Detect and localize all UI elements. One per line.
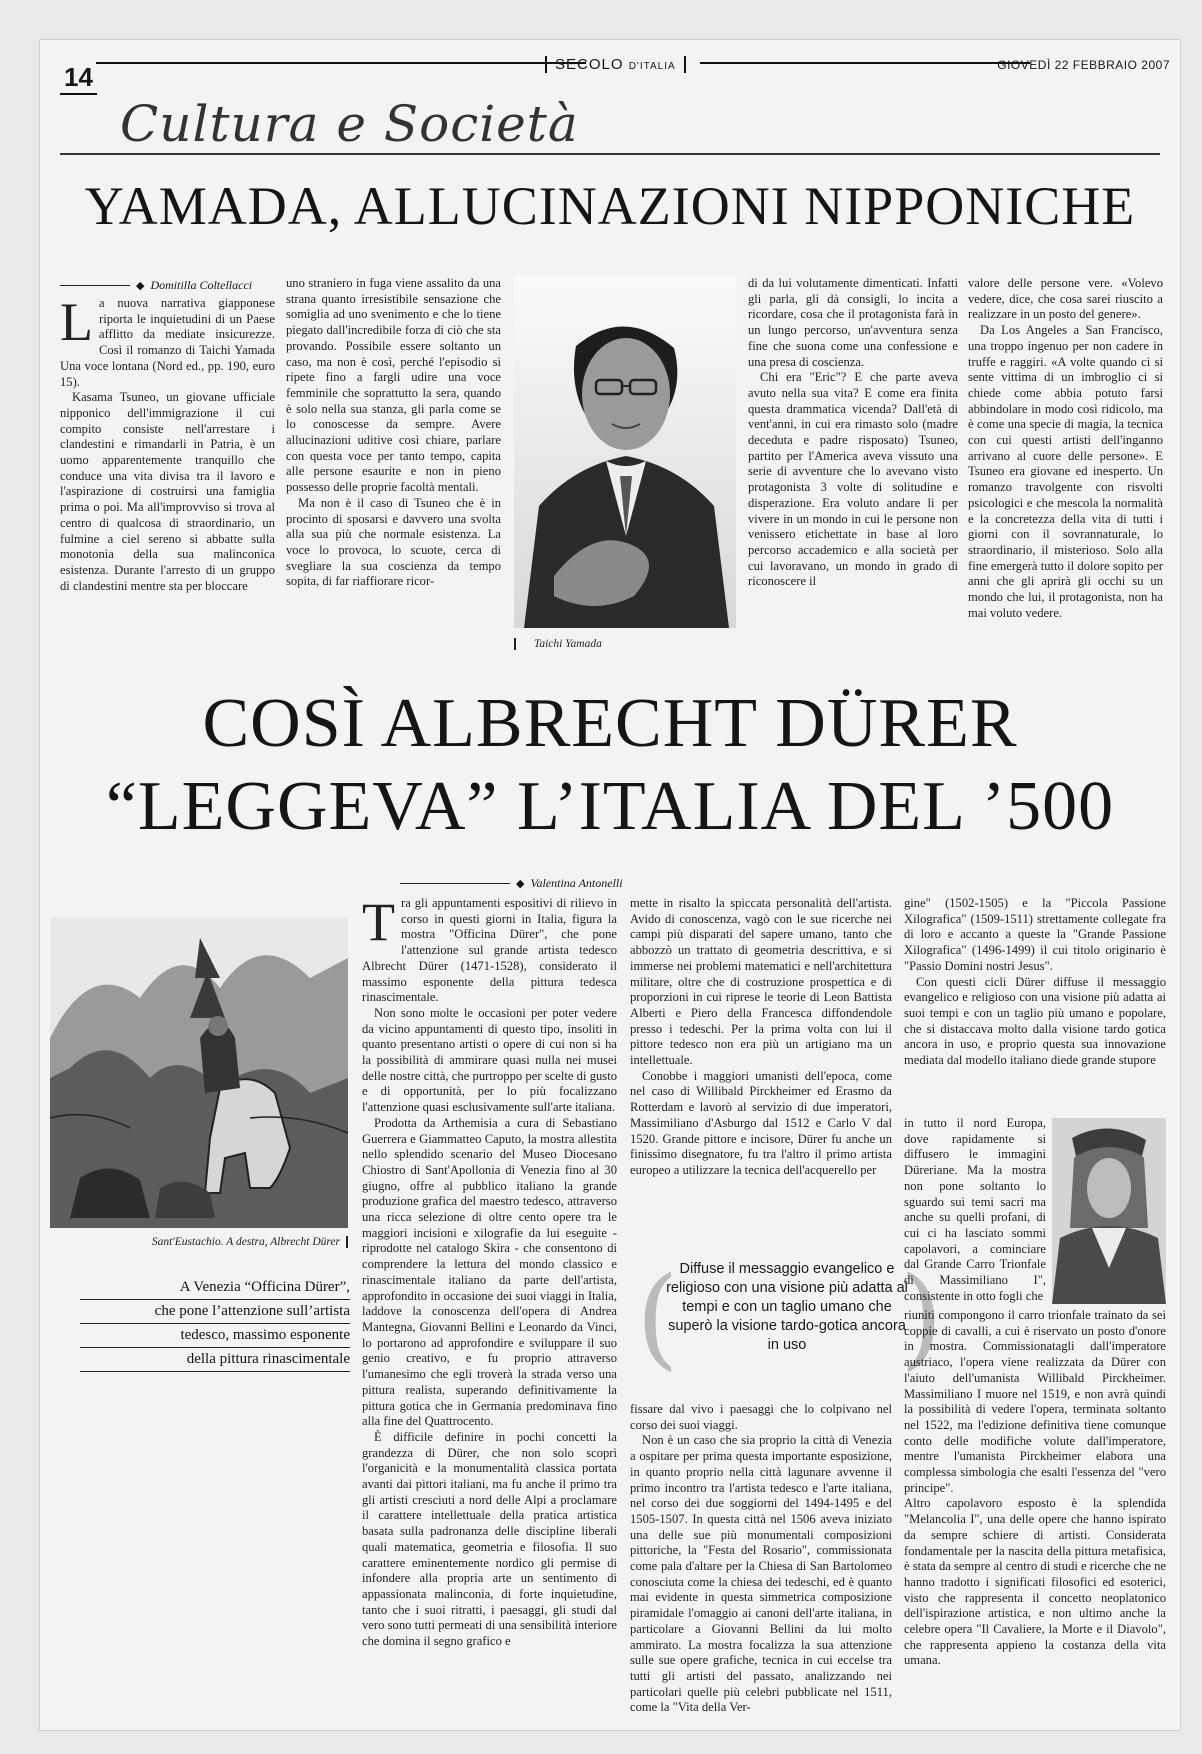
quote-open-bracket: ( — [636, 1253, 679, 1381]
albrecht-durer-portrait — [1052, 1118, 1166, 1304]
article1-col4-p2: Da Los Angeles a San Francisco, una troppo ingenuo per non cadere in truffe e raggiri. «A volte quando ci si sente vittima di un imbroglio ci si chiede come abbia potuto farsi abbindolare in modo così ridicolo, ma è come una specie di magia, la tecnica con cui questi artisti dell'inganno arrivano al cuore delle persone». E Tsuneo era giovane ed inesperto. Un romanzo travolgente con risvolti psicologici e che mescola la normalità e la concretezza della vita di tutti i giorni con il sovrannaturale, lo straordinario, il misterioso. Solo alla fine emergerà tutto il dolore sopito per anni che gli aprirà gli occhi su un mondo che lui, il protagonista, non ha mai voluto vedere. — [968, 323, 1163, 620]
article2-column-1 — [362, 896, 617, 1716]
article2-col3a-p1: gine" (1502-1505) e la "Piccola Passione Xilografica" (1509-1511) strettamente collegate fra di loro e accanto a queste la "Grande Passione Xilografica" (1496-1499) il cui titolo originario è "Passio Domini nostri Jesus". — [904, 896, 1166, 973]
newspaper-page — [40, 40, 1180, 1730]
portrait-image — [514, 276, 736, 628]
newspaper-name-suffix: D'ITALIA — [628, 61, 676, 72]
section-divider — [60, 153, 1160, 155]
article2-col3a-p2: Con questi cicli Dürer diffuse il messaggio evangelico e religioso con una visione più adatta ai suoi tempi e con un taglio più umano e popolare, che si distaccava molto dalla visione tardo gotica ancora in uso, e proprio questa sua innovazione mediata dal modello italiano diede grande stupore — [904, 974, 1166, 1068]
summary-line-1: A Venezia “Officina Dürer”, — [80, 1276, 350, 1300]
article2-photo-caption: Sant'Eustachio. A destra, Albrecht Dürer — [50, 1236, 348, 1248]
article1-col2-p1: uno straniero in fuga viene assalito da una strana quanto irresistibile sensazione che somiglia ad uno svenimento e che lo tiene piegato dall'incredibile forza di ciò che sta provando. Possibile essere soltanto un caso, ma non è così, perché l'episodio si ripete fino a fargli udire una voce femminile che soprattutto la sera, quando è solo nella sua stanza, gli parla come se lo conoscesse da sempre. Avere allucinazioni uditive così chiare, parlare con questa voce per tanto tempo, capita alle persone esaurite e non in pieno possesso delle proprie facoltà mentali. — [286, 276, 501, 495]
article1-column-2 — [286, 276, 501, 656]
article1-col1-p2: Kasama Tsuneo, un giovane ufficiale nipponico dell'immigrazione il cui compito consiste nell'arrestare i clandestini e rimandarli in Patria, è un uomo apparentemente tranquillo che conduce una vita divisa tra il lavoro e l'aspirazione di costruirsi una famiglia prima o poi. Ma all'improvviso si trova al centro di qualcosa di straordinario, un fulmine a ciel sereno si abbatte sulla monotonia della sua malinconica esistenza. Durante l'arresto di un gruppo di clandestini mentre sta per bloccare — [60, 390, 275, 593]
article1-byline — [60, 278, 252, 293]
article2-column-2-top — [630, 896, 892, 1226]
article2-dropcap: T — [362, 896, 395, 952]
article2-col2b-p1: fissare dal vivo i paesaggi che lo colpivano nel corso dei suoi viaggi. — [630, 1402, 892, 1432]
article2-col1-p4: È difficile definire in pochi concetti la grandezza di Dürer, che non solo scoprì l'organicità e la monumentalità classica portata avanti dai pittori italiani, ma fu anche il primo tra gli artisti cresciuti a nord delle Alpi a proclamare il carattere intellettuale della pratica artistica basata sulla padronanza delle discipline liberali quali matematica, geometria e filosofia. Il suo carattere eminentemente nordico gli permise di infondere alla propria arte un sentimento di appassionata malinconia, di forte inquietudine, tanto che i suoi ritratti, i paesaggi, gli studi dal vero sono tutti permeati di una sensibilità interiore che domina il segno grafico e — [362, 1429, 617, 1649]
article2-col2a-p1: mette in risalto la spiccata personalità dell'artista. Avido di conoscenza, vagò con le sue ricerche nei campi più disparati del sapere umano, tanto che abbozzò un trattato di geometria descrittiva, e si immerse nei problemi matematici e nell'architettura militare, oltre che di costruzione prospettica e di proporzioni in cui riprese le teorie di Leon Battista Alberti e Piero della Francesca diffondendole presso i tedeschi. Per la prima volta con lui il pittore tedesco non era più un artigiano ma un intellettuale. — [630, 896, 892, 1068]
page-number: 14 — [60, 62, 97, 95]
article1-dropcap: L — [60, 296, 93, 352]
article2-col3b-p2: Altro capolavoro esposto è la splendida "Melancolia I", una delle opere che hanno ispirato da sempre schiere di artisti. Considerata fondamentale per la nascita della pittura metafisica, è stata da sempre al centro di studi e ricerche che ne hanno tradotto i significati filosofici ed esoterici, visto che rappresenta il concetto neoplatonico dell'ispirazione artistica, e non ultimo anche la celebre opera "Il Cavaliere, la Morte e il Diavolo", che rappresenta appieno la costanza della vita umana. — [904, 1496, 1166, 1668]
section-title: Cultura e Società — [120, 95, 579, 153]
article1-col4-p1: valore delle persone vere. «Volevo vedere, dice, che cosa sarei riuscito a realizzare in un posto del genere». — [968, 276, 1163, 322]
article1-col1-p1: a nuova narrativa giapponese riporta le inquietudini di un Paese afflitto da mediate insicurezze. Così il romanzo di Taichi Yamada Una voce lontana (Nord ed., pp. 190, euro 15). — [60, 296, 275, 389]
summary-line-4: della pittura rinascimentale — [80, 1348, 350, 1372]
diamond-icon: ◆ — [136, 280, 145, 292]
article2-col1-p1: ra gli appuntamenti espositivi di rilievo in corso in questi giorni in Italia, figura la mostra "Officina Dürer", che pone l'attenzione sul grande artista tedesco Albrecht Dürer (1471-1528), considerato il massimo esponente della pittura tedesca rinascimentale. — [362, 896, 617, 1005]
article2-byline — [400, 876, 623, 891]
byline-rule — [60, 285, 130, 286]
article1-col2-p2: Ma non è il caso di Tsuneo che è in procinto di sposarsi e davvero una svolta alla sua più che normale esistenza. La voce lo provoca, lo scuote, cerca di svegliare la sua coscienza da tempo sopita, di far riaffiorare ricor- — [286, 495, 501, 589]
article2-col3b-p1-continued: riuniti compongono il carro trionfale trainato da sei coppie di cavalli, a cui è riservato un posto d'onore in mostra. Commissionatagli dall'imperatore austriaco, l'opera viene realizzata da Dürer con l'aiuto dell'umanista Willibald Pirckheimer. Massimiliano I muore nel 1519, e non avrà quindi la possibilità di vedere l'opera, terminata soltanto nel 1522, ma l'edizione definitiva tiene comunque conto delle modifiche volute dall'imperatore, mentre l'umanista Pirckheimer elabora una complessa simbologia che esalti l'essenza del "vero principe". — [904, 1308, 1166, 1495]
newspaper-masthead — [545, 56, 686, 73]
newspaper-name: SECOLO — [555, 56, 624, 73]
sant-eustachio-engraving — [50, 918, 348, 1228]
article1-col3-p2: Chi era "Eric"? E che parte aveva avuto nella sua vita? E come era finita questa drammatica vicenda? Dall'età di vent'anni, in cui era rimasto solo (madre deceduta e padre risposato) Tsuneo, partito per l'America aveva vissuto una serie di avventure che lo avevano visto protagonista 3 volte di solitudine e disperazione. Era voluto andare li per vivere in un mondo in cui le persone non venissero etichettate in base al loro percorso accademico e alla società per cui lavoravano, un mondo in grado di riconoscere il — [748, 370, 958, 589]
summary-line-3: tedesco, massimo esponente — [80, 1324, 350, 1348]
article2-summary — [80, 1276, 350, 1372]
article1-author: Domitilla Coltellacci — [150, 278, 253, 292]
engraving-image — [50, 918, 348, 1228]
article2-headline-line-2: “LEGGEVA” L’ITALIA DEL ’500 — [105, 768, 1115, 845]
article2-col3b-p1: in tutto il nord Europa, dove rapidamente si diffusero le immagini Düreriane. Ma la mostra non pone soltanto lo sguardo sui temi sacri ma anche su quelli profani, di cui ci ha lasciato sommi capolavori, a cominciare dal Grande Carro Trionfale di Massimiliano I", consistente in otto fogli che — [904, 1116, 1046, 1303]
quote-close-bracket: ) — [900, 1253, 943, 1381]
article1-column-4 — [968, 276, 1163, 656]
article2-col1-p2: Non sono molte le occasioni per poter vedere da vicino appuntamenti di questo tipo, insoliti in quanto presentano artisti o opere di cui non si ha la possibilità di ammirare quasi nulla nei musei delle nostre città, che purtroppo per scelte di gusto e di opportunità, per lo più focalizzano l'attenzione quasi esclusivamente sull'arte italiana. — [362, 1005, 617, 1115]
article1-photo-caption: Taichi Yamada — [514, 638, 736, 650]
article2-col2a-p2: Conobbe i maggiori umanisti dell'epoca, come nel caso di Willibald Pirckheimer ed Erasmo da Rotterdam e lavorò al servizio di due imperatori, Massimiliano d'Asburgo dal 1512 e Carlo V dal 1520. Grande pittore e incisore, Dürer fu anche un finissimo disegnatore, fu tra l'altro il primo artista europeo a utilizzare la tecnica dell'acquerello per — [630, 1068, 892, 1177]
article2-col1-p3: Prodotta da Arthemisia a cura di Sebastiano Guerrera e Giammatteo Caputo, la mostra allestita nello splendido scenario del Museo Diocesano Chiostro di Sant'Apollonia di Venezia fino al 30 giugno, offre al pubblico italiano la grande produzione grafica del maestro tedesco, attraverso una ricca selezione di oltre cento opere tra le maggiori incisioni e xilografie da lui eseguite - riprodotte nel catalogo Skira - che consentono di comprendere la lettura del mondo classico e rinascimentale italiano da parte dell'artista, approfondito in occasione dei suoi viaggi in Italia, laddove la conoscenza dell'opera di Andrea Mantegna, Giovanni Bellini e Leonardo da Vinci, lo portarono ad approfondire e sviluppare il suo genio creativo, e fu proprio attraverso l'umanesimo che egli troverà la strada verso una pittura realista, superando definitivamente la pittura gotica che in Germania predominava fino alla fine del Quattrocento. — [362, 1115, 617, 1429]
article2-column-2-bottom — [630, 1402, 892, 1720]
durer-portrait-image — [1052, 1118, 1166, 1304]
article2-headline-line-1: COSÌ ALBRECHT DÜRER — [202, 685, 1018, 762]
taichi-yamada-portrait — [514, 276, 736, 628]
header-rule-right — [700, 62, 1030, 64]
diamond-icon: ◆ — [516, 878, 525, 890]
article2-column-3-top — [904, 896, 1166, 1111]
header-rule-left — [96, 62, 586, 64]
summary-line-2: che pone l’attenzione sull’artista — [80, 1300, 350, 1324]
article2-author: Valentina Antonelli — [530, 876, 623, 890]
article1-column-3 — [748, 276, 958, 656]
article1-headline: YAMADA, ALLUCINAZIONI NIPPONICHE — [84, 176, 1136, 236]
article2-column-3-narrow — [904, 1116, 1046, 1306]
article2-pull-quote: Diffuse il messaggio evangelico e religioso con una visione più adatta ai tempi e con un taglio umano che superò la visione tardo-gotica ancora in uso — [666, 1261, 908, 1353]
article2-col2b-p2: Non è un caso che sia proprio la città di Venezia a ospitare per prima questa importante esposizione, in quanto proprio nella città lagunare avvenne il primo incontro tra l'artista tedesco e l'arte italiana, nel corso dei due soggiorni del 1494-1495 e del 1505-1507. In questa città nel 1506 aveva iniziato una delle sue più monumentali composizioni pittoriche, la "Festa del Rosario", commissionata come pala d'altare per la Chiesa di San Bartolomeo conosciuta come la chiesa dei tedeschi, ed è quanto mai evidente in questa simmetrica composizione piramidale l'omaggio ai canoni dell'arte italiana, in particolare a Giovanni Bellini da lui molto ammirato. La mostra focalizza la sua attenzione sulle sue opere grafiche, tecnica in cui eccelse tra tutti gli artisti del passato, analizzando nei particolari quelle più celebri pubblicate nel 1511, come la "Vita della Ver- — [630, 1433, 892, 1715]
issue-date: GIOVEDÌ 22 FEBBRAIO 2007 — [997, 58, 1170, 72]
article1-col3-p1: di da lui volutamente dimenticati. Infatti gli parla, gli dà consigli, lo incita a ricordare, cosa che il protagonista farà in un lungo percorso, un'avventura senza fine che suona come una confessione e una presa di coscienza. — [748, 276, 958, 369]
byline-rule — [400, 883, 510, 884]
article2-column-3-bottom — [904, 1308, 1166, 1718]
article1-column-1 — [60, 296, 275, 656]
